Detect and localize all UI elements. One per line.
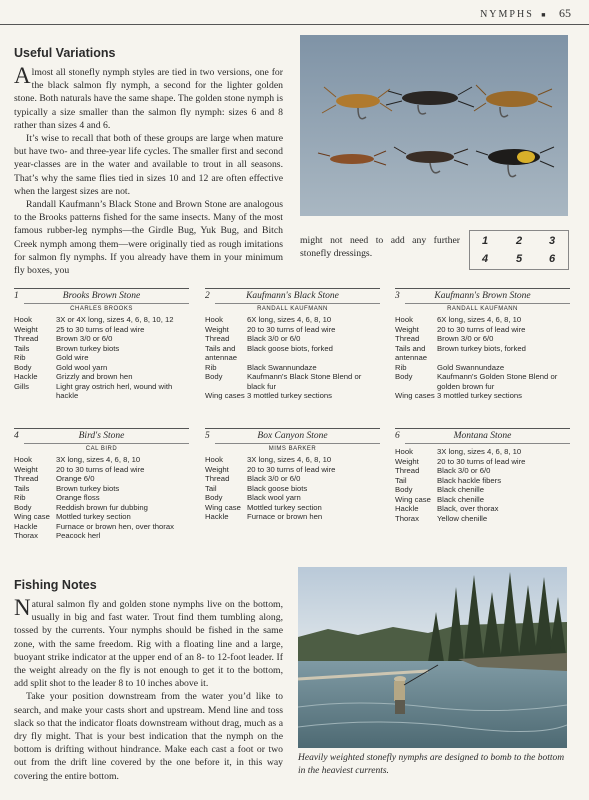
recipe-material-value: Gold wire (56, 353, 89, 362)
recipe-material-value: Mottled turkey section (247, 502, 322, 512)
recipe-material-value: Kaufmann's Golden Stone Blend or golden brown fur (437, 372, 558, 391)
recipe-material-value: 6X long, sizes 4, 6, 8, 10 (437, 315, 522, 324)
recipe-name: Brooks Brown Stone (62, 291, 141, 301)
recipe-material-label: Tails (14, 483, 30, 493)
recipe-material-label: Body (395, 485, 413, 494)
paragraph (14, 595, 283, 690)
recipe-material-label: Hook (395, 315, 413, 324)
paragraph: Randall Kaufmann’s Black Stone and Brown Stone are analogous to the Brooks patterns fished for the same insects. Many of the most famous rubber-leg nymphs—the Girdle Bug, Yuk Bug, and Bitch Creek nymph among them—were originally tied as rough imitations for salmon fly nymphs. If you already have them in your minimum fly boxes, you (14, 199, 283, 277)
recipe-material-label: Rib (14, 353, 26, 362)
recipe-row (395, 315, 570, 325)
recipe-table (395, 447, 570, 523)
recipe-row (205, 512, 380, 522)
recipe-material-label: Hook (395, 447, 413, 456)
recipe-material-value: Black goose biots (247, 483, 308, 493)
recipe-material-value: Black, over thorax (437, 504, 499, 513)
recipe-row (14, 363, 189, 373)
recipe-material-value: 3X or 4X long, sizes 4, 6, 8, 10, 12 (56, 315, 174, 324)
recipe-material-value: Brown turkey biots (56, 343, 120, 353)
recipe-material-label: Thread (205, 474, 230, 483)
recipe-row (14, 382, 189, 401)
recipe-material-value: 20 to 30 turns of lead wire (437, 456, 526, 466)
recipe-row (205, 325, 380, 335)
recipe-material-value: Mottled turkey section (56, 512, 131, 521)
recipe-row (14, 522, 189, 532)
recipe-material-label: Hook (14, 455, 32, 464)
recipe-tier: MIMS BARKER (268, 446, 317, 452)
recipe-row (14, 353, 189, 363)
recipe-name: Box Canyon Stone (257, 431, 328, 441)
recipe-material-value: Black chenille (437, 485, 485, 494)
river-illustration (298, 567, 567, 748)
recipe-row (14, 344, 189, 354)
recipe-row (205, 484, 380, 494)
recipe-material-label: Hackle (14, 521, 38, 531)
recipe-block (395, 428, 570, 523)
recipe-row (205, 474, 380, 484)
recipe-row (14, 531, 189, 541)
photo-key-number: 4 (482, 253, 489, 265)
recipe-material-value: Brown 3/0 or 6/0 (437, 334, 494, 343)
recipe-material-label: Wing cases (205, 391, 245, 400)
section-separator: ■ (541, 11, 548, 19)
paragraph-text: lmost all stonefly nymph styles are tied in two versions, one for the black salmon fly nymph, a second for the lighter golden stone. Both naturals have the same shape. The golden stone nymph is typically a size smaller than the salmon fly nymph: sizes 6 and 8 rather than sizes 4 and 6. (14, 67, 283, 131)
paragraph: It’s wise to recall that both of these groups are large when mature but have two- and three-year life cycles. The smaller first and second year-classes are in the water and available to trout in all seasons. That’s why the same flies tied in sizes 10 and 12 are often effective when the largest sizes are not. (14, 133, 283, 197)
recipe-material-value: Black 3/0 or 6/0 (437, 466, 491, 475)
recipe-name: Kaufmann's Black Stone (246, 291, 339, 301)
recipe-rule (215, 443, 380, 444)
recipe-material-label: Body (395, 372, 413, 381)
recipe-row (205, 363, 380, 373)
recipe-material-label: Hackle (205, 512, 229, 521)
recipe-material-label: Wing case (395, 494, 431, 504)
recipe-material-value: Orange floss (56, 493, 100, 502)
recipe-material-label: Rib (395, 362, 407, 372)
recipe-material-label: Thread (14, 474, 39, 483)
photo-key-number: 6 (549, 253, 556, 265)
recipe-material-label: Hook (205, 455, 223, 464)
recipe-material-label: Rib (14, 493, 26, 502)
recipe-row (14, 334, 189, 344)
recipe-material-value: Black chenille (437, 494, 485, 504)
recipe-material-label: Body (205, 493, 223, 502)
recipe-row (14, 503, 189, 513)
recipe-number: 6 (395, 431, 400, 441)
recipe-material-label: Thorax (395, 513, 419, 523)
photo-key-number: 3 (549, 235, 556, 247)
recipe-material-value: 20 to 30 turns of lead wire (247, 464, 336, 474)
recipe-material-label: Tail (205, 483, 217, 493)
recipe-material-label: Body (205, 372, 223, 381)
recipe-material-label: Hackle (14, 372, 38, 381)
recipe-material-label: Thread (205, 334, 230, 343)
recipe-rule (215, 303, 380, 304)
recipe-row (395, 457, 570, 467)
recipe-tier: RANDALL KAUFMANN (447, 306, 518, 312)
recipe-tier: CHARLES BROOKS (70, 306, 133, 312)
recipe-material-label: Tail (395, 475, 407, 485)
recipe-header (395, 288, 570, 303)
recipe-row (395, 391, 570, 401)
recipe-row (395, 447, 570, 457)
recipe-material-label: Thread (395, 466, 420, 475)
photo-key-number: 2 (516, 235, 523, 247)
recipe-material-label: Weight (395, 324, 419, 334)
recipe-header (395, 428, 570, 443)
recipe-row (395, 372, 570, 391)
recipe-tier: CAL BIRD (85, 446, 118, 452)
recipe-material-value: Brown turkey biots (56, 483, 120, 493)
top-rule (0, 24, 589, 25)
recipe-row (14, 474, 189, 484)
photo-key-grid (469, 230, 569, 270)
recipe-material-value: Black Swannundaze (247, 362, 317, 372)
page-number: 65 (559, 6, 571, 20)
recipe-material-label: Tails and antennae (395, 343, 428, 362)
recipe-material-value: Peacock herl (56, 531, 101, 540)
recipe-material-value: 3 mottled turkey sections (247, 391, 333, 400)
recipe-table (14, 315, 189, 401)
recipe-header (205, 288, 380, 303)
recipe-material-label: Weight (395, 456, 419, 466)
recipe-material-label: Wing case (205, 502, 241, 512)
recipe-name: Montana Stone (453, 431, 512, 441)
recipe-material-value: Black 3/0 or 6/0 (247, 334, 301, 343)
paragraph: Take your position downstream from the water you’d like to search, and make your casts short and upstream. Mend line and toss slack so that the indicator floats downstream without drag, much as a dry fly might. That is your best indication that the nymph on the bottom is drifting without hindrance. Make each cast a foot or two out from the drift line covered by the one before it, in this way covering the entire bottom. (14, 691, 283, 782)
recipe-header (14, 428, 189, 443)
recipe-row (14, 484, 189, 494)
recipe-number: 4 (14, 431, 19, 441)
recipe-material-value: Gold Swannundaze (437, 362, 505, 372)
recipe-number: 1 (14, 291, 19, 301)
recipe-table (205, 455, 380, 522)
recipe-row (205, 493, 380, 503)
recipe-material-value: Gold wool yarn (56, 362, 108, 372)
recipe-row (395, 495, 570, 505)
recipe-material-value: Kaufmann's Black Stone Blend or black fur (247, 372, 362, 391)
recipe-header (14, 288, 189, 303)
recipe-material-value: Black goose biots, forked (247, 343, 333, 353)
recipe-material-value: Furnace or brown hen, over thorax (56, 521, 174, 531)
recipe-material-value: Grizzly and brown hen (56, 372, 133, 381)
recipe-row (395, 325, 570, 335)
flies-illustration (300, 35, 568, 216)
recipe-block (205, 288, 380, 401)
recipe-block (14, 288, 189, 401)
recipe-material-label: Gills (14, 381, 29, 391)
recipe-material-value: 3X long, sizes 4, 6, 8, 10 (56, 455, 141, 464)
fishing-notes-text (14, 595, 283, 783)
recipe-row (395, 466, 570, 476)
recipe-block (14, 428, 189, 541)
recipe-material-label: Hackle (395, 504, 419, 513)
recipe-material-value: Brown 3/0 or 6/0 (56, 334, 113, 343)
recipe-material-value: 3X long, sizes 4, 6, 8, 10 (437, 447, 522, 456)
recipe-material-value: 20 to 30 turns of lead wire (247, 324, 336, 334)
recipe-row (14, 315, 189, 325)
recipe-material-label: Hook (14, 315, 32, 324)
recipe-row (205, 334, 380, 344)
recipe-material-value: Black hackle fibers (437, 475, 502, 485)
recipe-row (395, 334, 570, 344)
recipe-material-value: Light gray ostrich herl, wound with hackle (56, 381, 173, 400)
recipe-block (395, 288, 570, 401)
recipe-material-value: Orange 6/0 (56, 474, 95, 483)
recipe-material-label: Weight (14, 324, 38, 334)
recipe-material-value: Black 3/0 or 6/0 (247, 474, 301, 483)
paragraph-text: atural salmon fly and golden stone nymphs live on the bottom, usually in big and fast water. Trout find them tumbling along, tossed by the currents. Your nymphs should be fished in the same zone, with the same freedom. Rig with a floating line and a large, buoyant strike indicator at the upper end of an 8- to 12-foot leader. If the weight already on the fly is not enough to get it to the bottom, add split shot to the leader 8 to 10 inches above it. (14, 599, 283, 690)
recipe-block (205, 428, 380, 522)
recipe-row (205, 391, 380, 401)
recipe-material-label: Wing case (14, 512, 50, 521)
recipe-material-value: 20 to 30 turns of lead wire (437, 324, 526, 334)
recipe-row (205, 465, 380, 475)
useful-variations-continued: might not need to add any further stonefly dressings. (300, 235, 460, 260)
recipe-material-label: Tails (14, 343, 30, 353)
recipe-name: Kaufmann's Brown Stone (434, 291, 531, 301)
recipe-material-label: Tails and antennae (205, 343, 238, 362)
recipe-material-label: Thread (395, 334, 420, 343)
section-title: NYMPHS (480, 9, 534, 20)
photo-key-number: 5 (516, 253, 523, 265)
recipe-row (14, 325, 189, 335)
recipe-row (395, 363, 570, 373)
recipe-row (14, 455, 189, 465)
recipe-material-label: Hook (205, 315, 223, 324)
recipe-row (14, 493, 189, 503)
recipe-number: 3 (395, 291, 400, 301)
recipe-name: Bird's Stone (78, 431, 125, 441)
useful-variations-heading: Useful Variations (14, 46, 116, 60)
recipe-material-value: 25 to 30 turns of lead wire (56, 324, 145, 334)
recipe-header (205, 428, 380, 443)
paragraph (14, 63, 283, 132)
recipe-row (205, 315, 380, 325)
recipe-row (395, 504, 570, 514)
recipe-row (395, 476, 570, 486)
recipe-rule (24, 303, 189, 304)
recipe-row (395, 514, 570, 524)
recipe-row (14, 465, 189, 475)
fishing-notes-heading: Fishing Notes (14, 578, 97, 592)
useful-variations-text (14, 63, 283, 277)
recipe-material-value: 3X long, sizes 4, 6, 8, 10 (247, 455, 332, 464)
drop-cap: N (14, 595, 31, 620)
river-angler-photo (298, 567, 567, 748)
recipe-table (205, 315, 380, 401)
recipe-material-value: Brown turkey biots, forked (437, 343, 526, 353)
stonefly-nymphs-photo (300, 35, 568, 216)
recipe-row (205, 455, 380, 465)
recipe-material-value: Reddish brown fur dubbing (56, 502, 148, 512)
drop-cap: A (14, 63, 31, 88)
recipe-row (14, 512, 189, 522)
photo-key-number: 1 (482, 235, 489, 247)
photo-caption: Heavily weighted stonefly nymphs are designed to bomb to the bottom in the heaviest currents. (298, 753, 565, 776)
recipe-tier: RANDALL KAUFMANN (257, 306, 328, 312)
recipe-material-value: 3 mottled turkey sections (437, 391, 523, 400)
recipe-material-label: Weight (205, 324, 229, 334)
recipe-table (14, 455, 189, 541)
recipe-material-value: Furnace or brown hen (247, 512, 323, 521)
recipe-number: 2 (205, 291, 210, 301)
recipe-rule (24, 443, 189, 444)
recipe-material-label: Weight (14, 464, 38, 474)
recipe-material-value: Yellow chenille (437, 513, 488, 523)
recipe-material-label: Weight (205, 464, 229, 474)
recipe-number: 5 (205, 431, 210, 441)
recipe-material-label: Thread (14, 334, 39, 343)
recipe-row (14, 372, 189, 382)
recipe-row (205, 372, 380, 391)
recipe-material-label: Rib (205, 362, 217, 372)
recipe-row (205, 344, 380, 363)
recipe-material-label: Thorax (14, 531, 38, 540)
recipe-row (395, 485, 570, 495)
recipe-rule (405, 443, 570, 444)
recipe-rule (405, 303, 570, 304)
recipe-row (395, 344, 570, 363)
recipe-material-label: Body (14, 362, 32, 372)
recipe-material-value: 6X long, sizes 4, 6, 8, 10 (247, 315, 332, 324)
recipe-material-value: 20 to 30 turns of lead wire (56, 464, 145, 474)
recipe-table (395, 315, 570, 401)
recipe-row (205, 503, 380, 513)
recipe-material-label: Wing cases (395, 391, 435, 400)
running-head (480, 6, 571, 21)
recipe-material-value: Black wool yarn (247, 493, 301, 502)
recipe-material-label: Body (14, 502, 32, 512)
